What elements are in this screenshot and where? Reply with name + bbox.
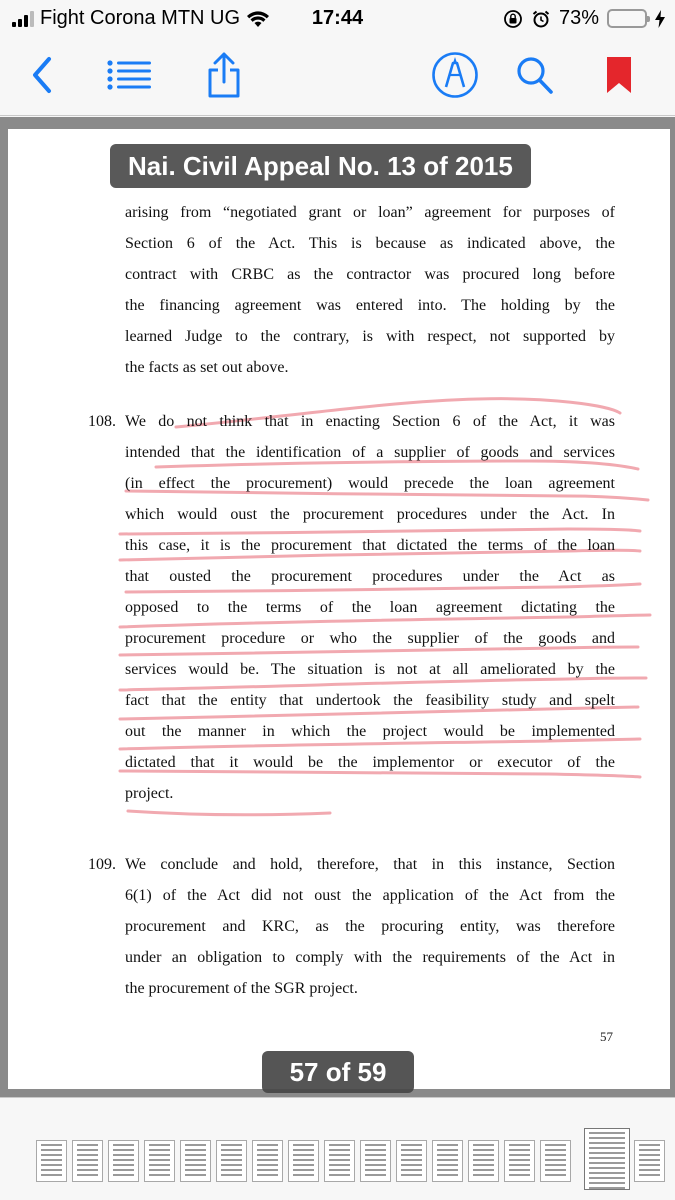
text-line: Section 6 of the Act. This is because as indicated above, the [125, 235, 615, 252]
status-right [503, 7, 665, 30]
text-line: that ousted the procurement procedures under the Act as [125, 568, 615, 585]
pencil-tip-icon[interactable] [431, 51, 479, 99]
text-line: learned Judge to the contrary, is with respect, not supported by [125, 328, 615, 345]
text-line: services would be. The situation is not at all ameliorated by the [125, 661, 615, 678]
markup-button[interactable] [430, 50, 480, 100]
bookmark-icon[interactable] [606, 56, 632, 94]
text-line: the financing agreement was entered into. The holding by the [125, 297, 615, 314]
page-thumbnail[interactable] [324, 1140, 355, 1182]
list-icon[interactable] [106, 58, 152, 92]
status-time: 17:44 [311, 7, 364, 29]
back-button[interactable] [22, 50, 62, 100]
chevron-left-icon[interactable] [29, 55, 55, 95]
page-thumbnail[interactable] [360, 1140, 391, 1182]
page-indicator: 57 of 59 [262, 1051, 414, 1093]
text-line: We conclude and hold, therefore, that in this instance, Section [125, 856, 615, 873]
text-line: the procurement of the SGR project. [125, 980, 358, 997]
page-thumbnail[interactable] [216, 1140, 247, 1182]
text-line: procurement and KRC, as the procuring entity, was therefore [125, 918, 615, 935]
status-bar [0, 0, 675, 38]
outline-button[interactable] [104, 50, 154, 100]
text-line: out the manner in which the project would be implemented [125, 723, 615, 740]
document-title: Nai. Civil Appeal No. 13 of 2015 [110, 144, 531, 188]
document-viewer[interactable] [0, 117, 675, 1097]
page-thumbnail[interactable] [288, 1140, 319, 1182]
page-thumbnail[interactable] [144, 1140, 175, 1182]
paragraph-108 [125, 406, 615, 809]
bookmark-button[interactable] [602, 50, 636, 100]
text-line: project. [125, 785, 174, 802]
page-thumbnail-strip[interactable] [0, 1097, 675, 1200]
page-thumbnail[interactable] [468, 1140, 499, 1182]
text-line: the facts as set out above. [125, 359, 289, 376]
text-line: We do not think that in enacting Section 6 of the Act, it was [125, 413, 615, 430]
page-footer-number: 57 [600, 1029, 613, 1044]
text-line: this case, it is the procurement that dictated the terms of the loan [125, 537, 615, 554]
text-line: arising from “negotiated grant or loan” agreement for purposes of [125, 204, 615, 221]
text-line: fact that the entity that undertook the feasibility study and spelt [125, 692, 615, 709]
paragraph-number-108: 108. [88, 413, 116, 430]
text-line: intended that the identification of a supplier of goods and services [125, 444, 615, 461]
orientation-lock-icon [503, 9, 523, 29]
battery-percent: 73% [558, 7, 599, 29]
page-thumbnail[interactable] [634, 1140, 665, 1182]
continued-paragraph [125, 197, 615, 383]
text-line: procurement procedure or who the supplier of the goods and [125, 630, 615, 647]
pdf-page[interactable] [8, 129, 670, 1089]
text-line: contract with CRBC as the contractor was procured long before [125, 266, 615, 283]
text-line: under an obligation to comply with the requirements of the Act in [125, 949, 615, 966]
page-thumbnail[interactable] [396, 1140, 427, 1182]
battery-icon [607, 9, 647, 28]
search-button[interactable] [512, 50, 556, 100]
charging-bolt-icon [655, 10, 665, 28]
page-thumbnail[interactable] [72, 1140, 103, 1182]
page-thumbnail[interactable] [108, 1140, 139, 1182]
page-thumbnail[interactable] [252, 1140, 283, 1182]
share-icon[interactable] [206, 52, 242, 98]
text-line: which would oust the procurement procedures under the Act. In [125, 506, 615, 523]
text-line: (in effect the procurement) would precede the loan agreement [125, 475, 615, 492]
text-line: 6(1) of the Act did not oust the application of the Act from the [125, 887, 615, 904]
share-button[interactable] [202, 50, 246, 100]
text-line: dictated that it would be the implementor or executor of the [125, 754, 615, 771]
annotation-stroke [128, 811, 330, 815]
pdf-toolbar [0, 38, 675, 116]
carrier-name: Fight Corona MTN UG [40, 7, 241, 29]
page-thumbnail[interactable] [432, 1140, 463, 1182]
alarm-icon [531, 9, 551, 29]
page-thumbnail[interactable] [504, 1140, 535, 1182]
page-thumbnail[interactable] [180, 1140, 211, 1182]
paragraph-109 [125, 849, 615, 1004]
text-line: opposed to the terms of the loan agreement dictating the [125, 599, 615, 616]
page-thumbnail[interactable] [540, 1140, 571, 1182]
search-icon[interactable] [514, 55, 554, 95]
page-thumbnail[interactable] [36, 1140, 67, 1182]
paragraph-number-109: 109. [88, 856, 116, 873]
page-thumbnail-current[interactable] [584, 1128, 630, 1190]
